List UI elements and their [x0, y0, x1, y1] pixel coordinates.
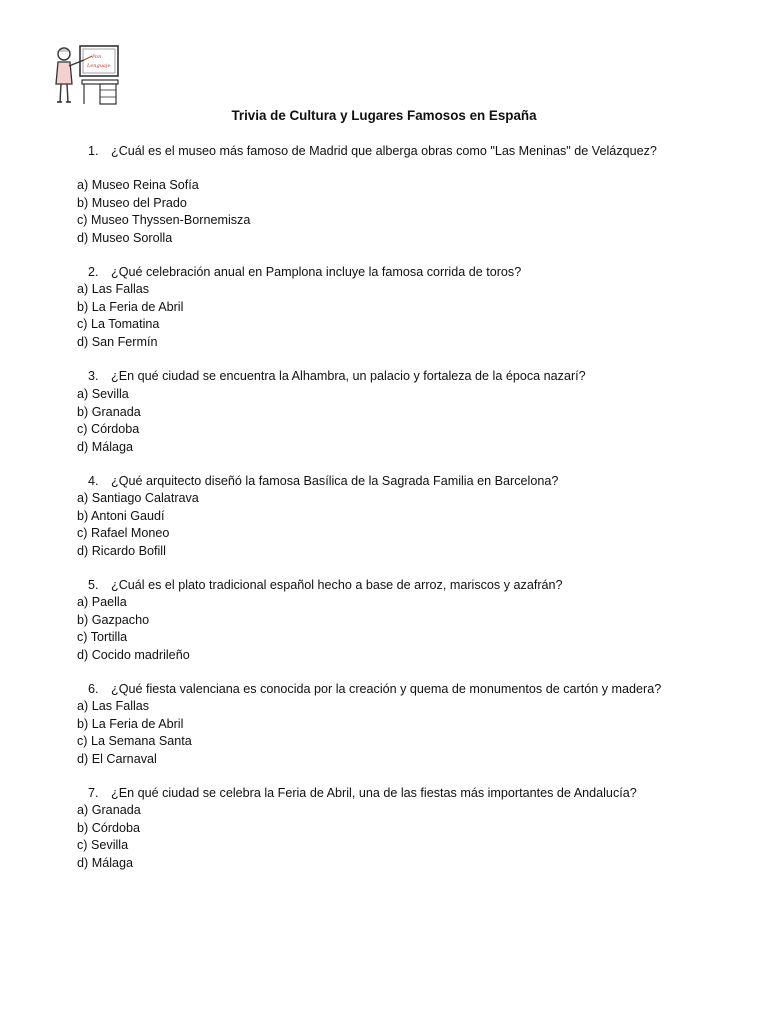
question-number: 6.	[88, 682, 99, 696]
answer-option: d) Museo Sorolla	[77, 230, 173, 245]
options-list-2	[77, 281, 677, 351]
answer-option: d) El Carnaval	[77, 751, 157, 766]
question-number: 2.	[88, 265, 99, 279]
answer-option: c) Sevilla	[77, 838, 129, 852]
answer-option: b) Antoni Gaudí	[77, 508, 165, 523]
answer-option: c) Museo Thyssen-Bornemisza	[77, 213, 251, 227]
question-number: 1.	[88, 144, 99, 158]
question-text: ¿Qué celebración anual en Pamplona incluye la famosa corrida de toros?	[111, 265, 522, 279]
question-text: ¿Qué arquitecto diseñó la famosa Basílica de la Sagrada Familia en Barcelona?	[111, 474, 559, 488]
answer-option: c) Rafael Moneo	[77, 526, 170, 540]
answer-option: c) La Tomatina	[77, 317, 160, 331]
question-number: 4.	[88, 474, 99, 488]
answer-option: a) Las Fallas	[77, 282, 150, 296]
question-number: 7.	[88, 786, 99, 800]
answer-option: a) Museo Reina Sofía	[77, 178, 199, 192]
answer-option: b) Museo del Prado	[77, 195, 187, 210]
answer-option: d) Ricardo Bofill	[77, 543, 166, 558]
answer-option: a) Santiago Calatrava	[77, 491, 199, 505]
teacher-logo-icon	[50, 42, 124, 110]
options-list-5	[77, 594, 677, 664]
options-list-4	[77, 490, 677, 560]
answer-option: b) La Feria de Abril	[77, 299, 184, 314]
question-text: ¿En qué ciudad se celebra la Feria de Abril, una de las fiestas más importantes de Andalucía?	[111, 786, 637, 800]
options-list-6	[77, 698, 677, 768]
question-6	[77, 681, 737, 699]
options-list-7	[77, 802, 677, 872]
answer-option: c) Tortilla	[77, 630, 128, 644]
svg-text:Lenguaje: Lenguaje	[87, 63, 111, 69]
answer-option: a) Granada	[77, 803, 141, 817]
answer-option: c) La Semana Santa	[77, 734, 192, 748]
question-text: ¿Qué fiesta valenciana es conocida por la creación y quema de monumentos de cartón y madera?	[111, 682, 662, 696]
question-7	[77, 785, 737, 803]
question-number: 3.	[88, 369, 99, 383]
answer-option: a) Sevilla	[77, 387, 129, 401]
question-1	[77, 143, 737, 161]
answer-option: d) Málaga	[77, 855, 134, 870]
teacher-whiteboard-logo	[50, 42, 124, 110]
answer-option: b) Granada	[77, 404, 141, 419]
question-5	[77, 577, 737, 595]
answer-option: d) Cocido madrileño	[77, 647, 190, 662]
options-list-3	[77, 386, 677, 456]
svg-text:Pon: Pon	[92, 54, 102, 60]
question-number: 5.	[88, 578, 99, 592]
answer-option: c) Córdoba	[77, 422, 140, 436]
options-list-1	[77, 177, 677, 247]
answer-option: b) Córdoba	[77, 820, 141, 835]
document-title: Trivia de Cultura y Lugares Famosos en España	[231, 108, 537, 123]
answer-option: b) Gazpacho	[77, 612, 150, 627]
question-2	[77, 264, 737, 282]
question-3	[77, 368, 737, 386]
question-text: ¿En qué ciudad se encuentra la Alhambra, un palacio y fortaleza de la época nazarí?	[111, 369, 586, 383]
answer-option: a) Paella	[77, 595, 127, 609]
question-4	[77, 473, 737, 491]
answer-option: a) Las Fallas	[77, 699, 150, 713]
question-text: ¿Cuál es el plato tradicional español hecho a base de arroz, mariscos y azafrán?	[111, 578, 563, 592]
answer-option: d) Málaga	[77, 439, 134, 454]
answer-option: b) La Feria de Abril	[77, 716, 184, 731]
question-text: ¿Cuál es el museo más famoso de Madrid que alberga obras como "Las Meninas" de Velázquez?	[111, 144, 657, 158]
answer-option: d) San Fermín	[77, 334, 158, 349]
